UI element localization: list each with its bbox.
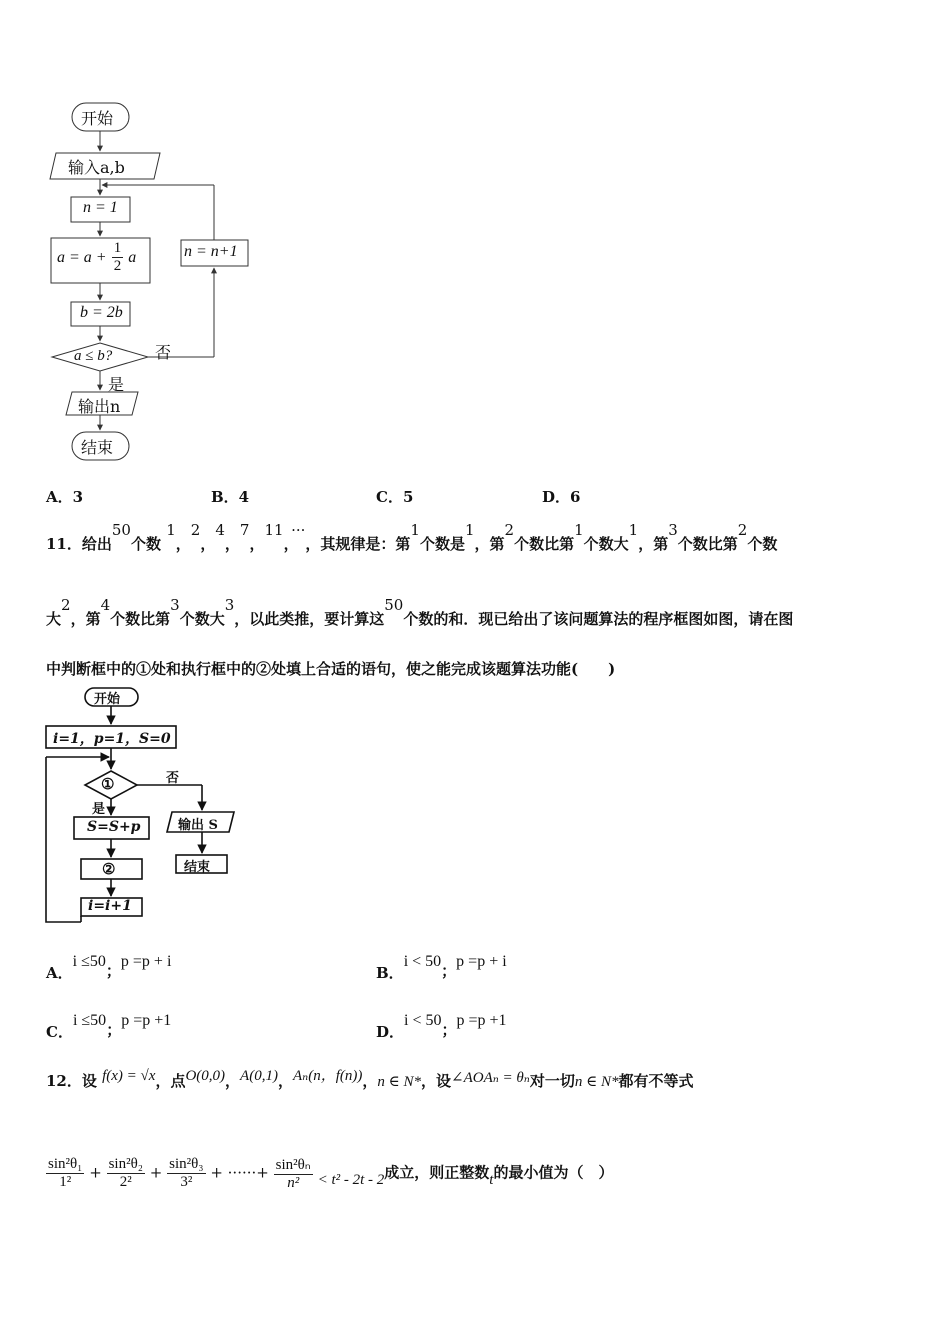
option-formula-1: i < 50 [403,953,442,970]
q11-num: 1 [574,521,584,539]
option-formula-1: i ≤50 [72,1012,107,1029]
option-letter: B． [376,964,404,982]
fc1-yes-label: 是 [108,375,125,394]
q12-text: ，设 [420,1072,451,1090]
q10-option-d[interactable]: D．6 [542,488,581,506]
q11-option-d[interactable] [376,1009,507,1041]
fc1-update-b-label: b = 2b [80,304,123,321]
frac-num: sin²θₙ [275,1157,311,1173]
q12-point-an: Aₙ(n，f(n)) [292,1068,363,1084]
option-letter: D． [376,1023,405,1041]
q11-num: 2 [737,521,748,539]
q10-option-b[interactable]: B．4 [211,488,250,506]
q11-num: 1 [464,521,475,539]
dots: + ······+ [210,1163,269,1182]
fc1-no-label: 否 [155,343,172,362]
frac-den: 2² [119,1174,132,1190]
fc1-update-a-rhs: a [128,249,137,266]
frac-num: sin²θ₁ [48,1156,83,1172]
q11-text: ，第 [70,610,101,628]
q12-frac-n [274,1155,313,1192]
fc2-inc-label: i=i+1 [88,898,132,914]
q11-seq-term: 4 [215,521,225,539]
frac-den: 3² [180,1174,193,1190]
q12-frac-1 [46,1156,84,1191]
q11-num: 3 [668,521,678,539]
option-formula-2: p =p + i [120,953,172,970]
q11-line-1: 11．给出50个数 1，2，4，7，11，···，其规律是：第1个数是1，第2个数比第1个数大1，第3个数比第2个数 [46,521,778,553]
option-formula-2: p =p + i [456,953,507,970]
q12-n-in-n: n ∈ N* [377,1074,421,1090]
fc1-output-label: 输出n [78,397,121,416]
option-sep: ； [441,962,457,980]
fc1-cond-label: a ≤ b? [74,348,113,364]
fc2-start-label: 开始 [94,692,121,707]
option-sep: ； [105,962,121,980]
fc1-end-label: 结束 [81,438,114,457]
q12-text: 的最小值为（ ） [493,1163,614,1182]
q10-option-c[interactable]: C．5 [376,488,414,506]
option-formula-2: p =p +1 [456,1012,507,1029]
option-formula-1: i ≤50 [72,953,106,970]
q12-text: ，点 [155,1072,186,1090]
q11-num: 50 [384,596,404,614]
fc2-cond-label: ① [101,775,115,793]
q12-text: ， [225,1072,241,1090]
option-formula-2: p =p +1 [121,1012,172,1029]
q12-text: 对一切 [529,1072,575,1090]
q12-text: 成立，则正整数 [384,1163,490,1182]
fc1-init-label: n = 1 [83,199,118,216]
option-letter: C． [46,1023,73,1041]
q12-point-a: A(0,1) [240,1068,278,1084]
q11-line-3: 中判断框中的①处和执行框中的②处填上合适的语句，使之能完成该题算法功能( ) [46,660,616,678]
q11-num: 3 [224,596,235,614]
fc1-update-a-lhs: a = a + [57,249,107,266]
q11-text: 个数是 [419,535,465,553]
frac-den: 2 [113,258,122,274]
q12-text: 都有不等式 [618,1072,694,1090]
q12-frac-2 [107,1156,145,1191]
fc2-yes-label: 是 [92,802,106,817]
fc2-init-label: i=1，p=1，S=0 [53,731,171,747]
q12-frac-3 [167,1156,205,1191]
plus-sign: + [149,1163,163,1182]
option-sep: ； [441,1021,457,1039]
q11-text: 个数大 [179,610,225,628]
q11-seq-term: 7 [239,521,250,539]
frac-den: 1² [59,1174,72,1190]
q12-angle: ∠AOAₙ = θₙ [451,1070,530,1086]
q11-text: ，第 [474,535,505,553]
q12-text: ， [362,1072,378,1090]
fc1-start-label: 开始 [81,109,114,128]
q12-n-in-n: n ∈ N* [574,1074,619,1090]
q12-point-o: O(0,0) [185,1068,226,1084]
q11-seq-term: 1 [166,521,176,539]
q11-n50: 50 [111,521,131,539]
q11-option-c[interactable] [46,1009,172,1041]
q11-text: 大 [46,610,62,628]
q11-text: 个数比第 [514,535,575,553]
option-sep: ； [106,1021,122,1039]
fc1-input-label: 输入a,b [68,158,125,177]
q12-fx: f(x) = √x [102,1068,156,1084]
frac-num: sin²θ₃ [169,1156,204,1172]
frac-num: 1 [113,240,122,256]
q11-seq-term: 11 [264,521,284,539]
fc1-loop-label: n = n+1 [184,243,238,260]
q11-text: ，其规律是：第 [305,535,411,553]
q11-text: 个数 [130,535,161,553]
plus-sign: + [89,1163,102,1182]
q12-var-t: t [489,1171,494,1188]
q12-line-1 [46,1070,694,1091]
frac-den: n² [287,1175,300,1191]
q11-seq-term: 2 [190,521,201,539]
q11-seq-term: ··· [291,521,306,539]
q11-text: 个数的和．现已给出了该问题算法的程序框图如图，请在图 [403,610,794,628]
q11-num: 2 [61,596,71,614]
q12-number: 12．设 [46,1072,97,1090]
fc2-step2-label: ② [102,860,116,878]
q11-num: 1 [410,521,420,539]
q11-num: 4 [100,596,111,614]
q11-text: ，第 [638,535,669,553]
fc2-sum-label: S=S+p [87,819,141,835]
q11-text: 个数大 [583,535,629,553]
q11-num: 3 [170,596,180,614]
q11-option-b[interactable] [376,950,507,982]
fc2-end-label: 结束 [184,860,211,875]
flowchart-2 [0,0,300,940]
q11-num: 1 [628,521,639,539]
q11-text: ，以此类推，要计算这 [234,610,385,628]
q11-text: 个数 [747,535,778,553]
q12-rhs: < t² - 2t - 2 [317,1171,385,1188]
fc2-output-label: 输出 S [178,818,218,833]
q10-option-a[interactable]: A．3 [46,488,84,506]
q12-text: ， [277,1072,293,1090]
q11-option-a[interactable] [46,950,172,982]
q11-text: 个数比第 [110,610,171,628]
option-letter: A． [46,964,73,982]
fc2-no-label: 否 [166,771,180,786]
q11-text: 个数比第 [677,535,738,553]
q12-inequality [46,1155,613,1192]
option-formula-1: i < 50 [404,1012,442,1029]
q11-number: 11．给出 [46,535,112,553]
frac-num: sin²θ₂ [108,1156,143,1172]
q11-num: 2 [504,521,515,539]
